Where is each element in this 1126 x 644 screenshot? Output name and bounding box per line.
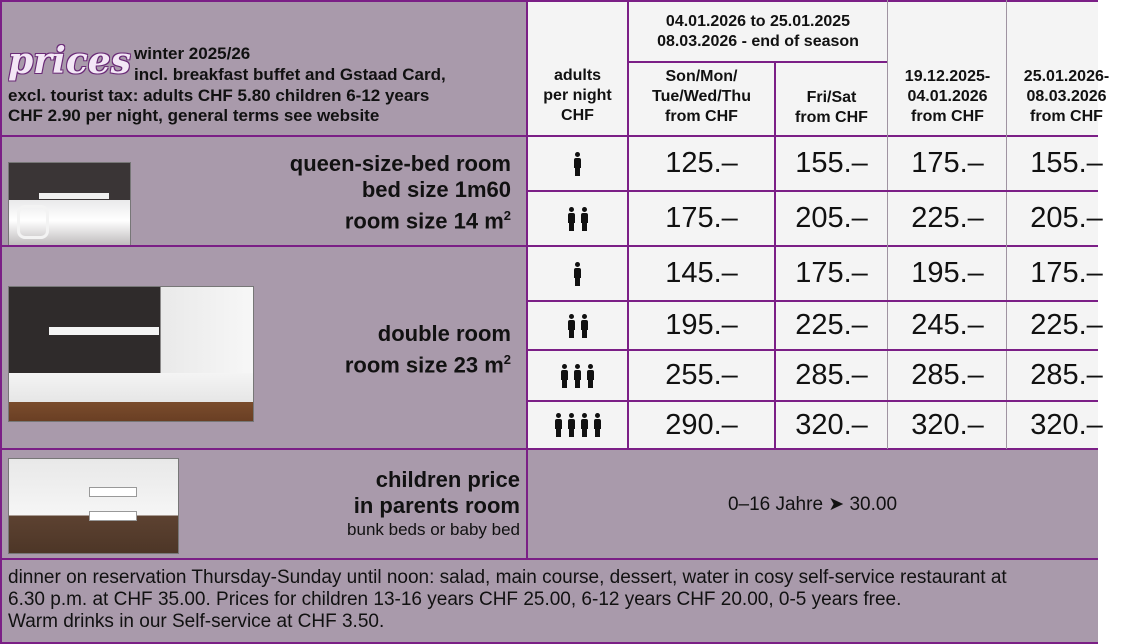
price-cell-xmas: 175.– <box>911 147 984 179</box>
footer-panel <box>0 559 1098 644</box>
footer-line2: 6.30 p.m. at CHF 35.00. Prices for children 13-16 years CHF 25.00, 6-12 years CHF 20.00, 0-5 years free. <box>8 589 902 610</box>
border-left <box>0 0 2 644</box>
intro-panel <box>0 0 527 136</box>
price-cell-feb: 285.– <box>1030 359 1103 391</box>
weekday-header: Son/Mon/ Tue/Wed/Thu from CHF <box>652 68 751 125</box>
price-cell-feb: 175.– <box>1030 257 1103 289</box>
xmas-header: 19.12.2025- 04.01.2026 from CHF <box>904 68 991 125</box>
price-cell-feb: 155.– <box>1030 147 1103 179</box>
persons-cell <box>527 301 628 350</box>
price-cell-weekday: 175.– <box>665 202 738 234</box>
price-cell-feb: 205.– <box>1030 202 1103 234</box>
border-children-bottom <box>0 558 1098 560</box>
person-icon <box>560 364 569 388</box>
border-weekend <box>887 0 888 449</box>
season-label: winter 2025/26 <box>134 44 251 63</box>
persons-cell <box>527 401 628 449</box>
price-cell-xmas: 320.– <box>911 408 984 441</box>
row-sep-5 <box>527 400 1098 402</box>
double-room-photo <box>8 286 254 422</box>
border-double-bottom <box>0 448 1098 450</box>
persons-cell <box>527 136 628 191</box>
person-icon <box>580 314 589 338</box>
person-icon <box>586 364 595 388</box>
price-cell-xmas: 285.– <box>911 359 984 391</box>
price-cell-weekend: 175.– <box>795 257 868 289</box>
person-icon <box>573 262 582 286</box>
queen-room-photo <box>8 162 131 246</box>
price-cell-weekend: 285.– <box>795 359 868 391</box>
price-cell-feb: 225.– <box>1030 309 1103 341</box>
weekend-header: Fri/Sat from CHF <box>795 89 868 126</box>
persons-cell <box>527 350 628 401</box>
children-room-photo <box>8 458 179 554</box>
price-cell-feb: 320.– <box>1030 408 1103 441</box>
price-cell-weekday: 125.– <box>665 147 738 179</box>
adults-header: adults per night CHF <box>543 67 612 124</box>
footer-notes <box>8 567 1007 633</box>
border-top <box>0 0 1098 2</box>
footer-line1: dinner on reservation Thursday-Sunday until noon: salad, main course, dessert, water in cosy self-service restaurant at <box>8 567 1007 588</box>
children-title: children price in parents room bunk beds or baby bed <box>347 467 520 539</box>
queen-room-panel <box>0 136 527 246</box>
feb-header: 25.01.2026- 08.03.2026 from CHF <box>1023 68 1110 125</box>
period-a-header: 04.01.2026 to 25.01.2025 08.03.2026 - end of season <box>657 13 859 50</box>
price-cell-xmas: 245.– <box>911 309 984 341</box>
border-queen-bottom <box>0 245 1098 247</box>
price-cell-xmas: 225.– <box>911 202 984 234</box>
price-cell-weekday: 145.– <box>665 257 738 289</box>
price-cell-weekday: 195.– <box>665 309 738 341</box>
border-left-panel <box>526 0 528 559</box>
price-cell-xmas: 195.– <box>911 257 984 289</box>
border-header-bottom <box>0 135 1098 137</box>
double-room-title: double room room size 23 $m^2$ <box>344 321 511 378</box>
intro-line2: excl. tourist tax: adults CHF 5.80 children 6-12 years <box>8 86 430 105</box>
person-icon <box>580 207 589 231</box>
person-icon <box>554 413 563 437</box>
person-icon <box>567 207 576 231</box>
price-cell-weekday: 290.– <box>665 408 738 441</box>
queen-room-title: queen-size-bed room bed size 1m60 room size 14 $m^2$ <box>289 151 511 234</box>
intro-line1: incl. breakfast buffet and Gstaad Card, <box>134 65 446 84</box>
persons-cell <box>527 191 628 246</box>
price-cell-weekend: 155.– <box>795 147 868 179</box>
border-weekday <box>774 62 776 449</box>
person-icon <box>580 413 589 437</box>
double-room-panel <box>0 246 527 449</box>
price-cell-weekend: 320.– <box>795 408 868 441</box>
row-sep-3 <box>527 300 1098 302</box>
intro-line3: CHF 2.90 per night, general terms see website <box>8 106 380 125</box>
person-icon <box>567 413 576 437</box>
border-xmas <box>1006 0 1007 449</box>
person-icon <box>573 364 582 388</box>
border-period <box>628 61 888 63</box>
children-panel <box>0 449 1098 559</box>
border-adults <box>627 0 629 449</box>
person-icon <box>593 413 602 437</box>
price-cell-weekday: 255.– <box>665 359 738 391</box>
persons-cell <box>527 246 628 301</box>
footer-line3: Warm drinks in our Self-service at CHF 3.50. <box>8 611 385 632</box>
row-sep-1 <box>527 190 1098 192</box>
person-icon <box>567 314 576 338</box>
price-cell-weekend: 225.– <box>795 309 868 341</box>
price-cell-weekend: 205.– <box>795 202 868 234</box>
brand-logo: prices <box>8 40 131 82</box>
row-sep-4 <box>527 349 1098 351</box>
person-icon <box>573 152 582 176</box>
children-price: 0–16 Jahre ➤ 30.00 <box>727 493 898 515</box>
